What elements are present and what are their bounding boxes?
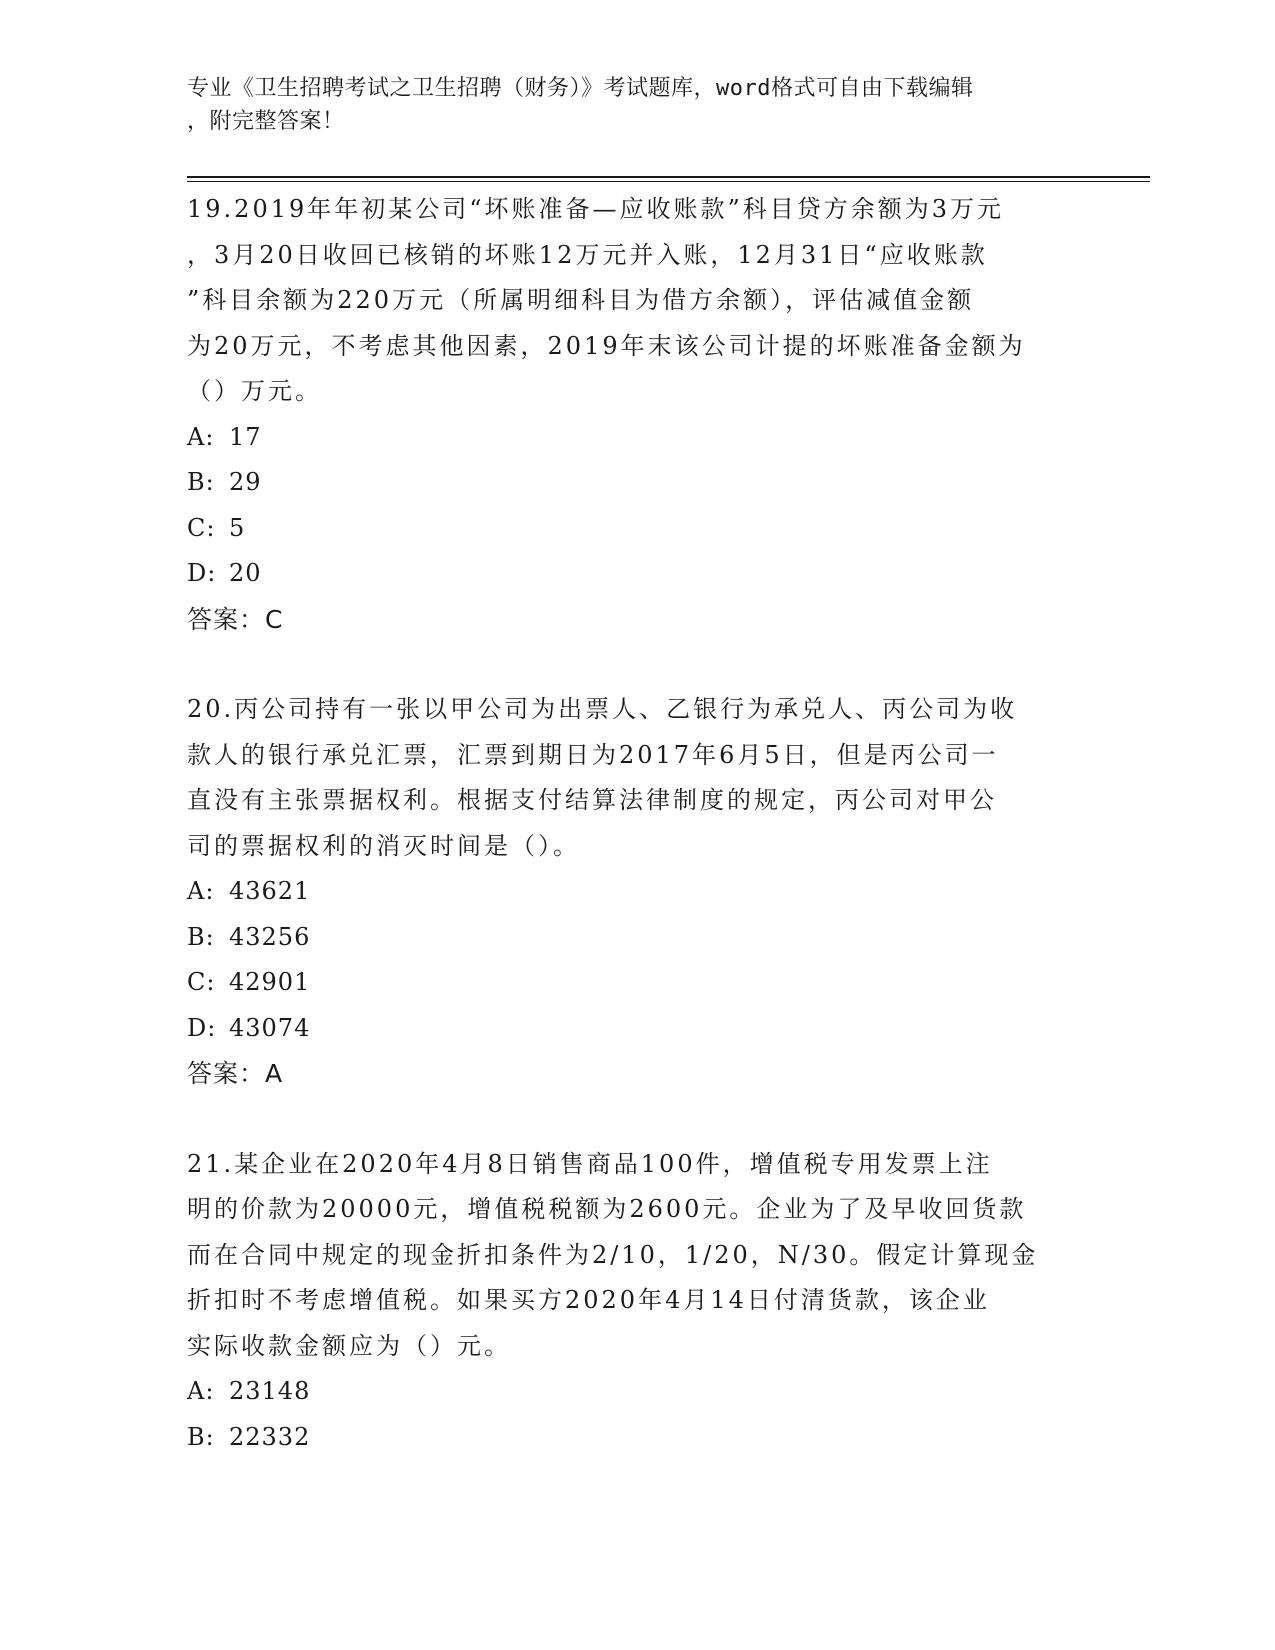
option-label: A: xyxy=(187,1377,215,1405)
question-stem: 21.某企业在2020年4月8日销售商品100件，增值税专用发票上注 明的价款为20000元，增值税税额为2600元。企业为了及早收回货款 而在合同中规定的现金折扣条件为2/10，1/20，N/30。假定计算现金 折扣时不考虑增值税。如果买方2020年4月14日付清货款，该企业 实际收款金额应为（）元。 xyxy=(187,1149,1039,1360)
header-text: 专业《卫生招聘考试之卫生招聘（财务）》考试题库，word格式可自由下载编辑 ，附完整答案！ xyxy=(187,76,974,134)
header-divider-thin xyxy=(187,181,1150,182)
option-label: D: xyxy=(187,559,217,587)
option-a xyxy=(187,1369,1087,1415)
option-label: C: xyxy=(187,968,216,996)
option-label: D: xyxy=(187,1013,217,1042)
document-header xyxy=(187,72,1067,138)
option-b xyxy=(187,915,1087,961)
option-value: 22332 xyxy=(229,1422,311,1451)
option-b xyxy=(187,460,1087,506)
question-stem: 19.2019年年初某公司“坏账准备—应收账款”科目贷方余额为3万元 ，3月20日收回已核销的坏账12万元并入账，12月31日“应收账款 ”科目余额为220万元（所属明细科目为借方余额），评估减值金额 为20万元，不考虑其他因素，2019年末该公司计提的坏账准备金额为 （）万元。 xyxy=(187,195,1026,405)
option-label: A: xyxy=(187,422,215,451)
answer-line: 答案：C xyxy=(187,604,284,634)
option-value: 17 xyxy=(229,422,262,451)
option-a xyxy=(187,415,1087,461)
option-label: A: xyxy=(187,877,215,905)
option-value: 20 xyxy=(229,559,262,587)
question-list xyxy=(187,187,1087,1505)
option-b xyxy=(187,1415,1087,1461)
option-value: 29 xyxy=(229,468,262,496)
option-value: 5 xyxy=(229,513,246,542)
option-c xyxy=(187,506,1087,552)
question-21 xyxy=(187,1142,1087,1461)
option-label: B: xyxy=(187,1422,215,1451)
option-a xyxy=(187,869,1087,915)
header-divider-thick xyxy=(187,176,1150,178)
option-d xyxy=(187,1006,1087,1052)
option-label: B: xyxy=(187,468,215,496)
option-value: 43074 xyxy=(229,1013,311,1042)
answer-line: 答案：A xyxy=(187,1059,284,1088)
question-19 xyxy=(187,187,1087,642)
question-20 xyxy=(187,687,1087,1097)
option-label: C: xyxy=(187,513,216,542)
question-stem: 20.丙公司持有一张以甲公司为出票人、乙银行为承兑人、丙公司为收 款人的银行承兑汇票，汇票到期日为2017年6月5日，但是丙公司一 直没有主张票据权利。根据支付结算法律制度的规定，丙公司对甲公 司的票据权利的消灭时间是（）。 xyxy=(187,695,1018,860)
option-value: 43256 xyxy=(229,922,311,951)
option-label: B: xyxy=(187,922,215,951)
option-value: 42901 xyxy=(229,968,311,996)
option-value: 43621 xyxy=(229,877,311,905)
option-value: 23148 xyxy=(229,1377,311,1405)
option-c xyxy=(187,960,1087,1006)
option-d xyxy=(187,551,1087,597)
